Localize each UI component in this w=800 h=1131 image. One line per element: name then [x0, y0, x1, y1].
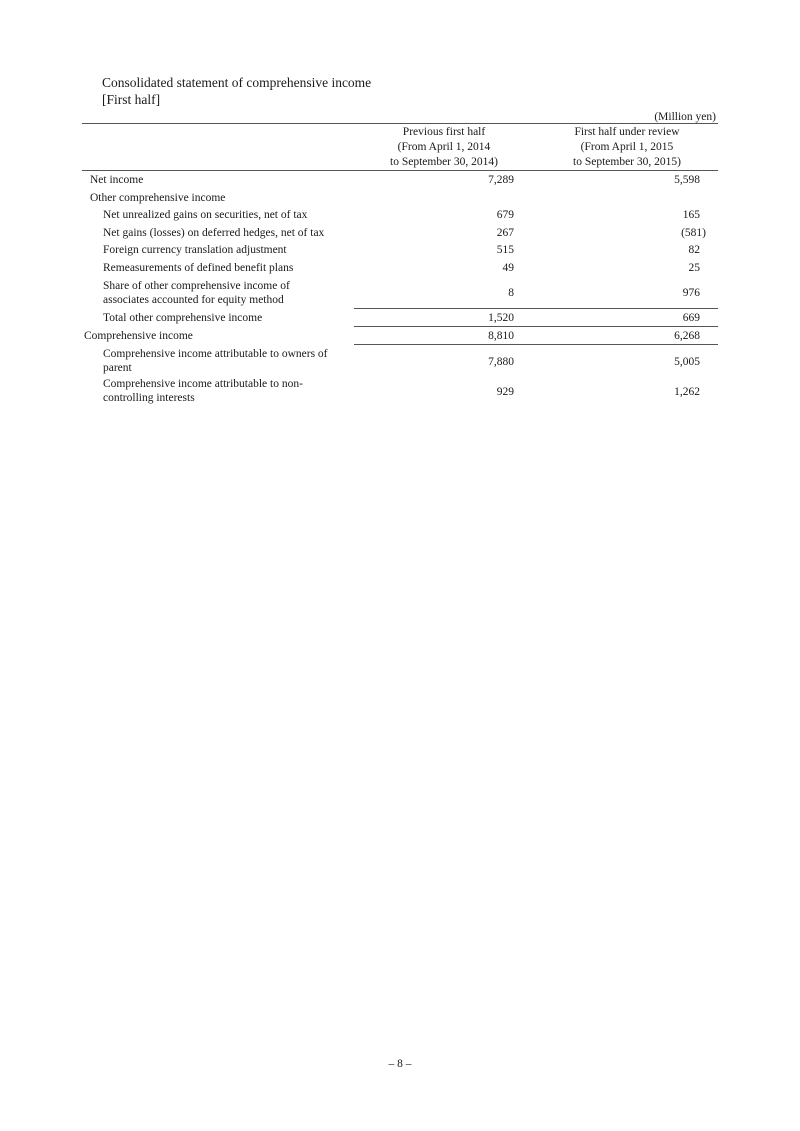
row-value-previous: 515: [496, 244, 514, 256]
row-value-previous: 267: [496, 227, 514, 239]
column-header-previous-line2: (From April 1, 2014: [397, 141, 491, 153]
page-number: – 8 –: [388, 1058, 412, 1070]
column-header-previous-line1: Previous first half: [402, 126, 486, 138]
row-value-previous: 679: [496, 209, 514, 221]
row-label: Remeasurements of defined benefit plans: [103, 262, 294, 274]
row-label-line2: controlling interests: [103, 392, 195, 404]
row-label: Foreign currency translation adjustment: [103, 244, 287, 256]
column-header-previous-line3: to September 30, 2014): [390, 156, 498, 168]
row-value-current: (581): [681, 227, 706, 239]
table-top-rule: [82, 123, 718, 124]
column-header-current-line1: First half under review: [574, 126, 680, 138]
row-value-previous: 49: [502, 262, 514, 274]
row-value-current: 165: [682, 209, 700, 221]
column-header-current-line3: to September 30, 2015): [573, 156, 681, 168]
row-label: Total other comprehensive income: [103, 312, 263, 324]
row-value-current: 6,268: [674, 330, 700, 342]
subtotal-rule: [354, 344, 718, 345]
row-value-current: 976: [682, 287, 700, 299]
unit-label: (Million yen): [654, 111, 716, 123]
row-label-line1: Share of other comprehensive income of: [103, 280, 290, 292]
row-value-previous: 7,880: [488, 356, 514, 368]
row-label: Net gains (losses) on deferred hedges, net of tax: [103, 227, 325, 239]
row-label-line2: parent: [103, 362, 132, 374]
row-label: Net unrealized gains on securities, net of tax: [103, 209, 308, 221]
column-header-current-line2: (From April 1, 2015: [580, 141, 674, 153]
row-value-current: 669: [682, 312, 700, 324]
row-label: Net income: [90, 174, 144, 186]
column-header-previous: [354, 125, 534, 170]
row-value-current: 5,598: [674, 174, 700, 186]
column-header-current: [537, 125, 717, 170]
row-value-current: 25: [688, 262, 700, 274]
row-label: Comprehensive income: [84, 330, 193, 342]
table-header-rule: [82, 170, 718, 171]
row-value-previous: 8: [508, 287, 514, 299]
row-value-previous: 7,289: [488, 174, 514, 186]
row-value-previous: 929: [496, 386, 514, 398]
statement-subtitle: [First half]: [102, 92, 161, 107]
row-label-line1: Comprehensive income attributable to owners of: [103, 348, 328, 360]
statement-title: Consolidated statement of comprehensive income: [102, 75, 372, 90]
row-value-current: 1,262: [674, 386, 700, 398]
row-value-current: 82: [688, 244, 700, 256]
subtotal-rule: [354, 326, 718, 327]
row-value-current: 5,005: [674, 356, 700, 368]
row-label-line2: associates accounted for equity method: [103, 294, 284, 306]
subtotal-rule: [354, 308, 718, 309]
row-label: Other comprehensive income: [90, 192, 226, 204]
row-value-previous: 1,520: [488, 312, 514, 324]
row-value-previous: 8,810: [488, 330, 514, 342]
row-label-line1: Comprehensive income attributable to non-: [103, 378, 303, 390]
